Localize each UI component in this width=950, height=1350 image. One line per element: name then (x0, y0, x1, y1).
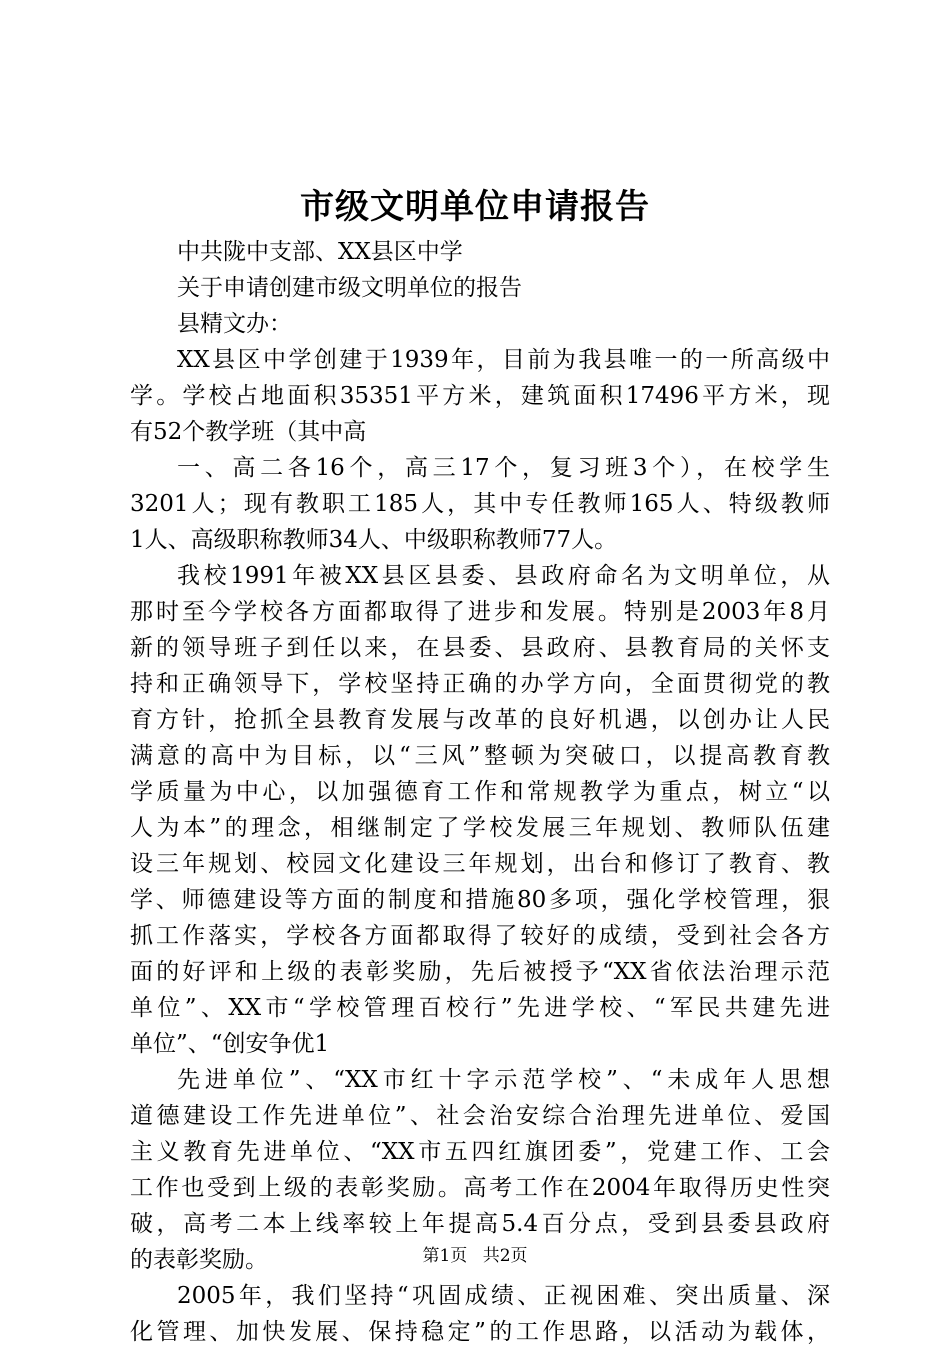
paragraph-line: 学。学校占地面积35351平方米，建筑面积17496平方米，现 (130, 383, 830, 409)
paragraph-line: 单位”、XX市“学校管理百校行”先进学校、“军民共建先进 (130, 995, 830, 1021)
paragraph-line: 工作也受到上级的表彰奖励。高考工作在2004年取得历史性突 (130, 1175, 830, 1201)
page-total: 共2页 (482, 1246, 528, 1266)
paragraph-line: 破，高考二本上线率较上年提高5.4百分点，受到县委县政府 (130, 1211, 830, 1237)
paragraph-line: 育方针，抢抓全县教育发展与改革的良好机遇，以创办让人民 (130, 707, 830, 733)
paragraph-line: 有52个教学班（其中高 (130, 419, 367, 445)
paragraph-line: 学、师德建设等方面的制度和措施80多项，强化学校管理，狠 (130, 887, 830, 913)
document-body (130, 234, 830, 1350)
paragraph-line: XX县区中学创建于1939年，目前为我县唯一的一所高级中 (177, 347, 830, 373)
paragraph-line: 1人、高级职称教师34人、中级职称教师77人。 (130, 527, 618, 553)
paragraph-line: 人为本”的理念，相继制定了学校发展三年规划、教师队伍建 (130, 815, 830, 841)
paragraph-line: 抓工作落实，学校各方面都取得了较好的成绩，受到社会各方 (130, 923, 830, 949)
paragraph-line: 持和正确领导下，学校坚持正确的办学方向，全面贯彻党的教 (130, 671, 830, 697)
paragraph-line: 道德建设工作先进单位”、社会治安综合治理先进单位、爱国 (130, 1103, 830, 1129)
paragraph-line: 2005年，我们坚持“巩固成绩、正视困难、突出质量、深 (177, 1283, 830, 1309)
paragraph-line: 我校1991年被XX县区县委、县政府命名为文明单位，从 (177, 563, 830, 589)
paragraph-line: 新的领导班子到任以来，在县委、县政府、县教育局的关怀支 (130, 635, 830, 661)
paragraph-line: 3201人；现有教职工185人，其中专任教师165人、特级教师 (130, 491, 830, 517)
paragraph-line: 先进单位”、“XX市红十字示范学校”、“未成年人思想 (177, 1067, 830, 1093)
page-footer (0, 1244, 950, 1268)
paragraph-line: 一、高二各16个，高三17个，复习班3个），在校学生 (177, 455, 830, 481)
document-title: 市级文明单位申请报告 (300, 187, 650, 227)
paragraph-line: 那时至今学校各方面都取得了进步和发展。特别是2003年8月 (130, 599, 830, 625)
paragraph-line: 化管理、加快发展、保持稳定”的工作思路，以活动为载体， (130, 1319, 830, 1345)
paragraph-line: 单位”、“创安争优1 (130, 1031, 330, 1057)
paragraph-line: 学质量为中心，以加强德育工作和常规教学为重点，树立“以 (130, 779, 830, 805)
paragraph-line: 满意的高中为目标，以“三风”整顿为突破口，以提高教育教 (130, 743, 830, 769)
page-number: 第1页 (422, 1246, 468, 1266)
paragraph-line: 的表彰奖励。 (130, 1247, 268, 1273)
header-line: 关于申请创建市级文明单位的报告 (177, 275, 522, 301)
header-line: 中共陇中支部、XX县区中学 (177, 239, 463, 265)
paragraph-line: 主义教育先进单位、“XX市五四红旗团委”，党建工作、工会 (130, 1139, 830, 1165)
paragraph-line: 设三年规划、校园文化建设三年规划，出台和修订了教育、教 (130, 851, 830, 877)
salutation-line: 县精文办： (177, 311, 292, 337)
paragraph-line: 面的好评和上级的表彰奖励，先后被授予“XX省依法治理示范 (130, 959, 830, 985)
